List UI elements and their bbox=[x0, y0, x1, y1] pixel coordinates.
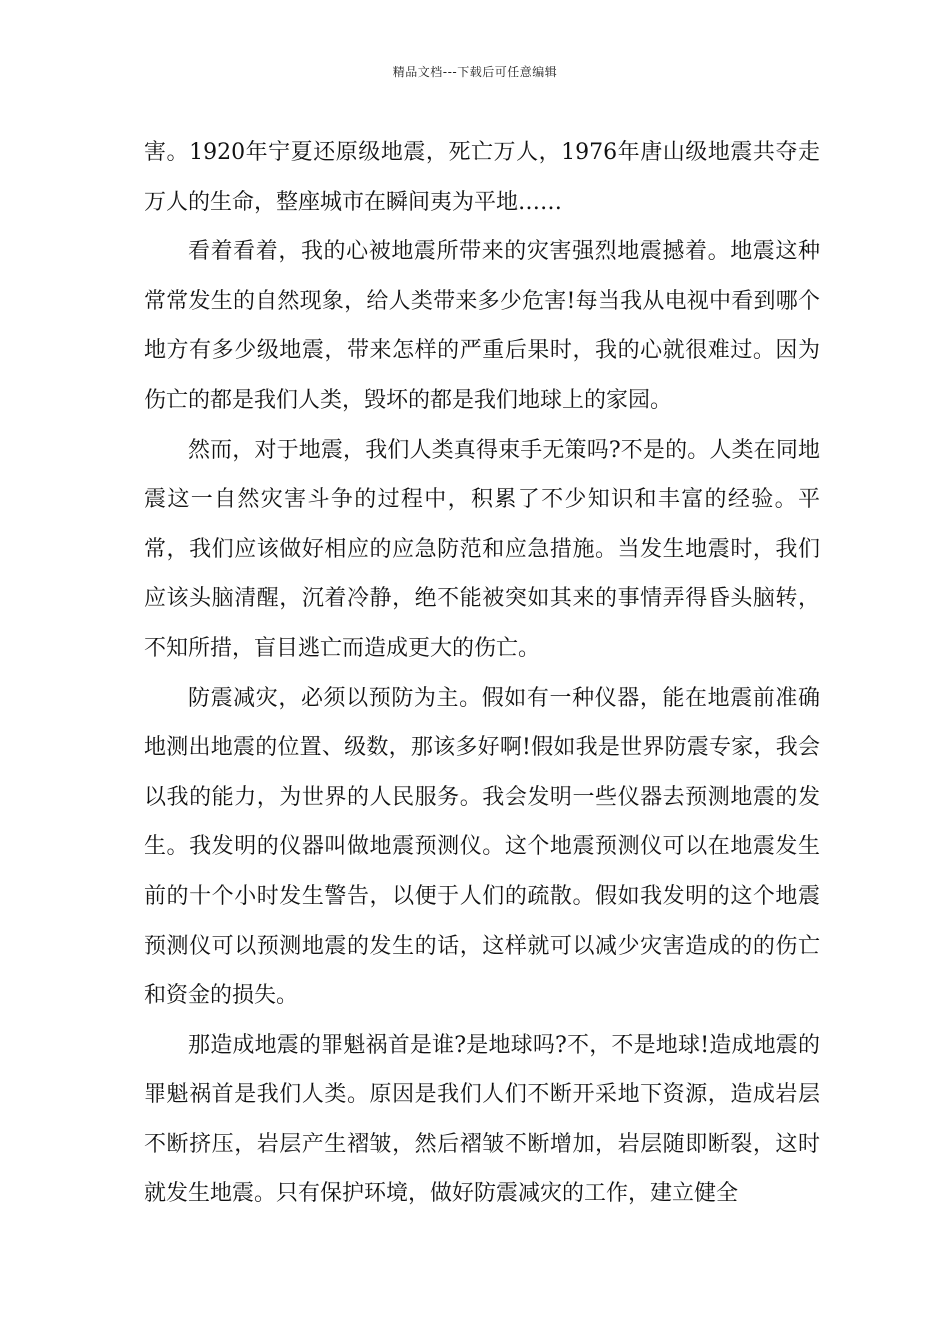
paragraph: 看着看着，我的心被地震所带来的灾害强烈地震撼着。地震这种常常发生的自然现象，给人类带来多少危害!每当我从电视中看到哪个地方有多少级地震，带来怎样的严重后果时，我的心就很难过。因为伤亡的都是我们人类，毁坏的都是我们地球上的家园。 bbox=[144, 239, 820, 413]
paragraph: 然而，对于地震，我们人类真得束手无策吗?不是的。人类在同地震这一自然灾害斗争的过程中，积累了不少知识和丰富的经验。平常，我们应该做好相应的应急防范和应急措施。当发生地震时，我们应该头脑清醒，沉着冷静，绝不能被突如其来的事情弄得昏头脑转，不知所措，盲目逃亡而造成更大的伤亡。 bbox=[144, 437, 820, 661]
paragraph: 那造成地震的罪魁祸首是谁?是地球吗?不，不是地球!造成地震的罪魁祸首是我们人类。原因是我们人们不断开采地下资源，造成岩层不断挤压，岩层产生褶皱，然后褶皱不断增加，岩层随即断裂，这时就发生地震。只有保护环境，做好防震减灾的工作，建立健全 bbox=[144, 1032, 820, 1207]
page-header: 精品文档---下载后可任意编辑 bbox=[392, 65, 558, 79]
paragraph-continued: 害。1920年宁夏还原级地震，死亡万人，1976年唐山级地震共夺走万人的生命，整座城市在瞬间夷为平地…… bbox=[144, 140, 820, 215]
paragraph: 防震减灾，必须以预防为主。假如有一种仪器，能在地震前准确地测出地震的位置、级数，那该多好啊!假如我是世界防震专家，我会以我的能力，为世界的人民服务。我会发明一些仪器去预测地震的发生。我发明的仪器叫做地震预测仪。这个地震预测仪可以在地震发生前的十个小时发生警告，以便于人们的疏散。假如我发明的这个地震预测仪可以预测地震的发生的话，这样就可以减少灾害造成的的伤亡和资金的损失。 bbox=[144, 685, 820, 1009]
document-body bbox=[144, 128, 820, 1219]
